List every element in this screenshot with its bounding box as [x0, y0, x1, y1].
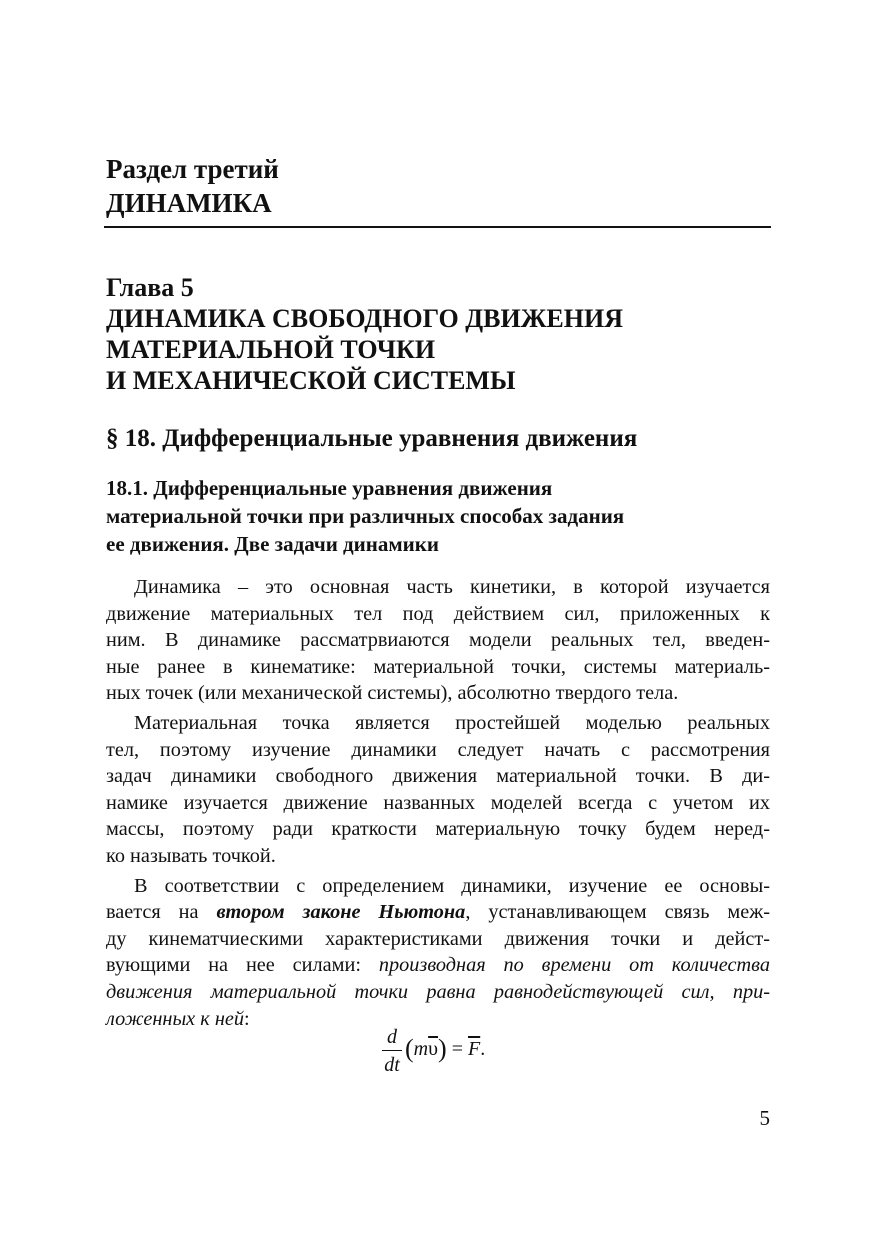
- text-line: движение материальных тел под действием сил, приложенных к: [106, 602, 770, 625]
- force-vector: $\overline{F}$: [467, 1038, 481, 1060]
- subsection-heading: [106, 474, 770, 558]
- text-line: Динамика – это основная часть кинетики, в которой изучается: [134, 576, 770, 598]
- chapter-title-line: И МЕХАНИЧЕСКОЙ СИСТЕМЫ: [106, 366, 516, 395]
- text-line: массы, поэтому ради краткости материальную точку будем неред-: [106, 818, 770, 841]
- section-heading: § 18. Дифференциальные уравнения движения: [106, 425, 638, 452]
- paragraph-1: [106, 574, 770, 707]
- chapter-heading: [106, 272, 770, 396]
- paragraph-2: [106, 710, 770, 870]
- paren-open: (: [405, 1034, 414, 1063]
- formula-expression: [405, 1034, 486, 1063]
- text-run: вующими на нее силами:: [106, 954, 379, 977]
- chapter-label: Глава 5: [106, 273, 194, 302]
- text-line: [106, 952, 770, 979]
- paren-close: ): [438, 1034, 447, 1063]
- text-run: , устанавливающем связь меж-: [465, 901, 771, 924]
- part-label: Раздел третий: [106, 154, 279, 184]
- italic-definition: производная по времени от количества: [378, 954, 770, 977]
- part-divider: [104, 226, 771, 228]
- text-line: намике изучается движение названных моделей всегда с учетом их: [106, 791, 770, 814]
- paragraph-3: [106, 873, 770, 1033]
- text-run: :: [244, 1007, 250, 1030]
- subsection-line: ее движения. Две задачи динамики: [106, 532, 439, 556]
- velocity-vector: $\overline{\upsilon}$: [428, 1038, 439, 1060]
- newton-second-law-formula: [380, 1024, 510, 1080]
- text-line: ко называть точкой.: [106, 844, 276, 867]
- fraction-numerator: d: [387, 1026, 397, 1048]
- part-name: ДИНАМИКА: [106, 188, 272, 218]
- chapter-title-line: МАТЕРИАЛЬНОЙ ТОЧКИ: [106, 335, 436, 364]
- subsection-line: материальной точки при различных способах задания: [106, 504, 625, 528]
- derivative-fraction: [380, 1024, 404, 1077]
- text-line: В соответствии с определением динамики, изучение ее основы-: [134, 874, 770, 897]
- italic-definition: ложенных к ней: [106, 1007, 245, 1030]
- text-line: ним. В динамике рассматрвиаются модели реальных тел, введен-: [106, 629, 770, 652]
- equals-sign: =: [446, 1038, 468, 1060]
- mass-symbol: m: [413, 1038, 429, 1060]
- text-line: ные ранее в кинематике: материальной точки, системы материаль-: [106, 655, 770, 678]
- text-line: [106, 899, 770, 926]
- body-text: [106, 574, 770, 1035]
- text-line: задач динамики свободного движения материальной точки. В ди-: [106, 765, 770, 788]
- fraction-denominator: dt: [384, 1054, 400, 1076]
- formula-period: .: [480, 1038, 486, 1060]
- text-run: вается на: [106, 901, 217, 924]
- italic-definition: движения материальной точки равна равнодействующей сил, при-: [106, 980, 770, 1003]
- text-line: Материальная точка является простейшей моделью реальных: [134, 711, 770, 734]
- text-line: тел, поэтому изучение динамики следует начать с рассмотрения: [106, 738, 770, 761]
- page-number: 5: [759, 1106, 770, 1130]
- part-title: [106, 152, 770, 220]
- emphasis-newton-law: втором законе Ньютона: [216, 901, 466, 924]
- text-line: ных точек (или механической системы), абсолютно твердого тела.: [106, 682, 679, 705]
- text-line: [106, 979, 770, 1006]
- subsection-line: 18.1. Дифференциальные уравнения движения: [106, 476, 553, 500]
- text-line: ду кинематчиескими характеристиками движения точки и дейст-: [106, 927, 770, 950]
- chapter-title-line: ДИНАМИКА СВОБОДНОГО ДВИЖЕНИЯ: [106, 304, 623, 333]
